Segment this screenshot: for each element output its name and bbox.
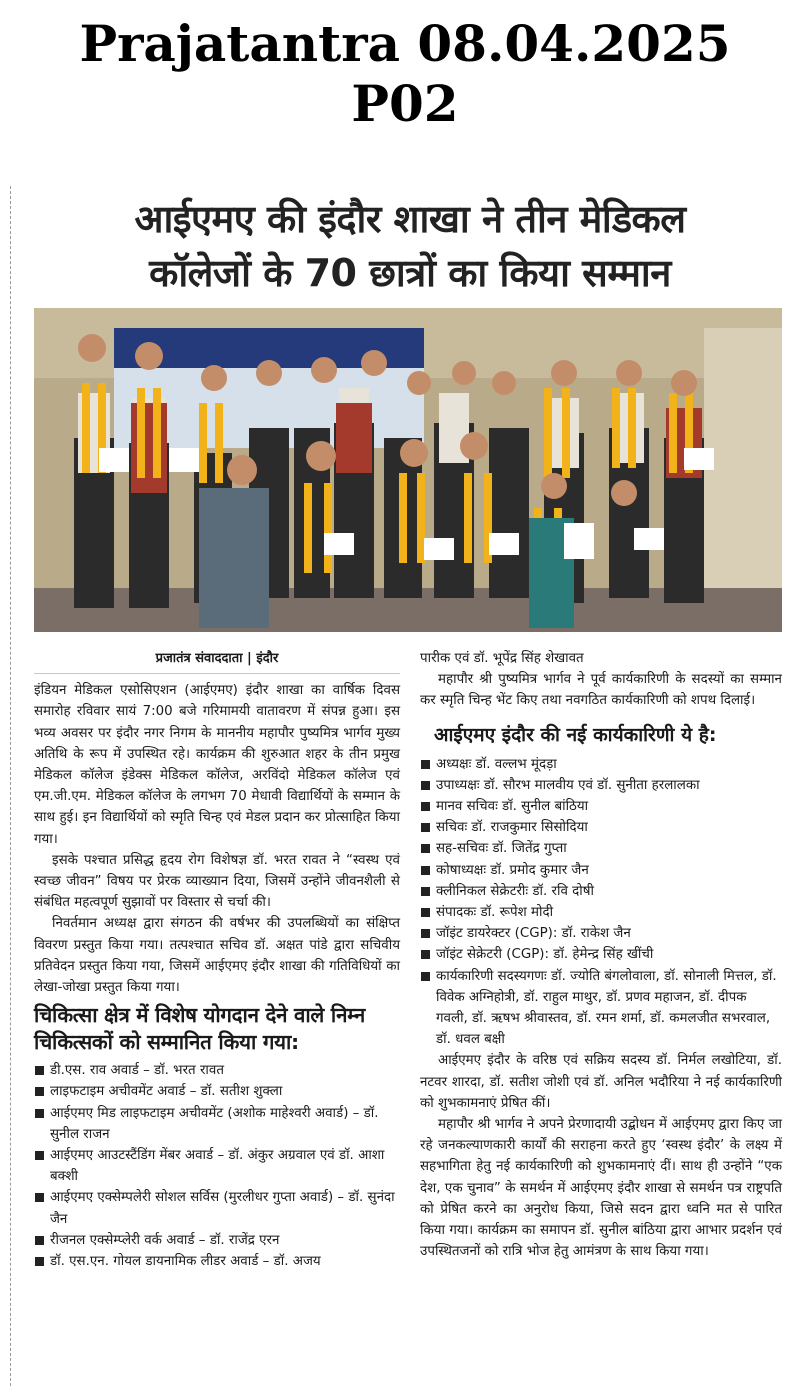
masthead-page-number: P02: [351, 74, 459, 133]
right-paragraph-2: आईएमए इंदौर के वरिष्ठ एवं सक्रिय सदस्य डॉ. निर्मल लखोटिया, डॉ. नटवर शारदा, डॉ. सतीश जोशी एवं डॉ. अनिल भदौरिया ने नई कार्यकारिणी को शुभकामनाएं प्रेषित कीं।: [420, 1053, 782, 1111]
byline-separator: |: [242, 651, 257, 666]
award-continuation: पारीक एवं डॉ. भूपेंद्र सिंह शेखावत: [420, 651, 584, 666]
executive-member: जॉइंट सेक्रेटरी (CGP): डॉ. हेमेन्द्र सिंह खींची: [420, 944, 782, 965]
byline-city: इंदौर: [256, 651, 279, 666]
executive-heading: आईएमए इंदौर की नई कार्यकारिणी ये है:: [434, 723, 717, 746]
right-paragraph-1: महापौर श्री पुष्यमित्र भार्गव ने पूर्व कार्यकारिणी के सदस्यों का सम्मान कर स्मृति चिन्ह भेंट किए तथा नवगठित कार्यकारिणी को शपथ दिलाई।: [420, 672, 782, 709]
article-right-column: [420, 648, 782, 1262]
award-item: आईएमए आउटस्टैंडिंग मेंबर अवार्ड – डॉ. अंकुर अग्रवाल एवं डॉ. आशा बक्शी: [34, 1145, 400, 1187]
award-item: आईएमए मिड लाइफटाइम अचीवमेंट (अशोक माहेश्वरी अवार्ड) – डॉ. सुनील राजन: [34, 1103, 400, 1145]
headline: [40, 192, 780, 300]
event-photo: [34, 308, 782, 632]
executive-member: कार्यकारिणी सदस्यगणः डॉ. ज्योति बंगलोवाला, डॉ. सोनाली मित्तल, डॉ. विवेक अग्निहोत्री, डॉ. राहुल माथुर, डॉ. प्रणव महाजन, डॉ. दीपक गवली, डॉ. ऋषभ श्रीवास्तव, डॉ. रमन शर्मा, डॉ. कमलजीत सभरवाल, डॉ. धवल बक्षी: [420, 966, 782, 1051]
award-item: आईएमए एक्सेम्पलेरी सोशल सर्विस (मुरलीधर गुप्ता अवार्ड) – डॉ. सुनंदा जैन: [34, 1187, 400, 1229]
award-item: डॉ. एस.एन. गोयल डायनामिक लीडर अवार्ड – डॉ. अजय: [34, 1251, 400, 1272]
executive-member: संपादकः डॉ. रूपेश मोदी: [420, 902, 782, 923]
award-item: डी.एस. राव अवार्ड – डॉ. भरत रावत: [34, 1060, 400, 1081]
executive-member: सचिवः डॉ. राजकुमार सिसोदिया: [420, 817, 782, 838]
byline-reporter: प्रजातंत्र संवाददाता: [155, 651, 243, 666]
executive-member: मानव सचिवः डॉ. सुनील बांठिया: [420, 796, 782, 817]
headline-line-2: कॉलेजों के 70 छात्रों का किया सम्मान: [149, 251, 671, 295]
executive-member: क्लीनिकल सेक्रेटरीः डॉ. रवि दोषी: [420, 881, 782, 902]
masthead-publication-date: Prajatantra 08.04.2025: [79, 14, 731, 73]
award-item: रीजनल एक्सेम्प्लेरी वर्क अवार्ड – डॉ. राजेंद्र एरन: [34, 1230, 400, 1251]
masthead: [0, 14, 810, 134]
executive-member: सह-सचिवः डॉ. जितेंद्र गुप्ता: [420, 838, 782, 859]
award-item: लाइफटाइम अचीवमेंट अवार्ड – डॉ. सतीश शुक्ला: [34, 1081, 400, 1102]
right-paragraph-3: महापौर श्री भार्गव ने अपने प्रेरणादायी उद्बोधन में आईएमए द्वारा किए जा रहे जनकल्याणकारी कार्यों की सराहना करते हुए ‘स्वस्थ इंदौर’ के लक्ष्य में सहभागिता हेतु नई कार्यकारिणी को शुभकामनाएं दीं। साथ ही उन्होंने “एक देश, एक चुनाव” के समर्थन में आईएमए इंदौर शाखा से समर्थन पत्र राष्ट्रपति को प्रेषित करने का अनुरोध किया, जिसे सदन द्वारा ध्वनि मत से पारित किया गया। कार्यक्रम का समापन डॉ. सुनील बांठिया द्वारा आभार प्रदर्शन एवं उपस्थितजनों को रात्रि भोज हेतु आमंत्रण के साथ किया गया।: [420, 1117, 782, 1260]
awards-heading: चिकित्सा क्षेत्र में विशेष योगदान देने वाले निम्न चिकित्सकों को सम्मानित किया गया:: [34, 1003, 365, 1055]
body-paragraph-1: इंडियन मेडिकल एसोसिएशन (आईएमए) इंदौर शाखा का वार्षिक दिवस समारोह रविवार सायं 7:00 बजे गरिमामयी वातावरण में संपन्न हुआ। इस भव्य अवसर पर इंदौर नगर निगम के माननीय महापौर पुष्यमित्र भार्गव मुख्य अतिथि के रूप में उपस्थित रहे। कार्यक्रम की शुरुआत शहर के तीन प्रमुख मेडिकल कॉलेज इंडेक्स मेडिकल कॉलेज, अरविंदो मेडिकल कॉलेज एवं एम.जी.एम. मेडिकल कॉलेज के लगभग 70 मेधावी विद्यार्थियों के सम्मान के साथ हुई। इन विद्यार्थियों को स्मृति चिन्ह एवं मेडल प्रदान कर प्रोत्साहित किया गया।: [34, 683, 400, 847]
awards-list: [34, 1060, 400, 1272]
article-left-column: [34, 648, 400, 1272]
byline: [34, 648, 400, 674]
executive-member: अध्यक्षः डॉ. वल्लभ मूंदड़ा: [420, 754, 782, 775]
executive-member: उपाध्यक्षः डॉ. सौरभ मालवीय एवं डॉ. सुनीता हरलालका: [420, 775, 782, 796]
body-paragraph-2: इसके पश्चात प्रसिद्ध हृदय रोग विशेषज्ञ डॉ. भरत रावत ने “स्वस्थ एवं स्वच्छ जीवन” विषय पर प्रेरक व्याख्यान दिया, जिसमें उन्होंने जीवनशैली से संबंधित महत्वपूर्ण सुझावों पर विस्तार से चर्चा की।: [34, 852, 400, 911]
executive-member: कोषाध्यक्षः डॉ. प्रमोद कुमार जैन: [420, 860, 782, 881]
column-divider: [10, 186, 11, 1386]
executive-list: [420, 754, 782, 1051]
body-paragraph-3: निवर्तमान अध्यक्ष द्वारा संगठन की वर्षभर की उपलब्धियों का संक्षिप्त विवरण प्रस्तुत किया गया। तत्पश्चात सचिव डॉ. अक्षत पांडे द्वारा सचिवीय प्रतिवेदन प्रस्तुत किया गया, जिसमें आईएमए इंदौर शाखा की गतिविधियों का लेखा-जोखा प्रस्तुत किया गया।: [34, 916, 400, 996]
headline-line-1: आईएमए की इंदौर शाखा ने तीन मेडिकल: [134, 197, 686, 241]
executive-member: जॉइंट डायरेक्टर (CGP): डॉ. राकेश जैन: [420, 923, 782, 944]
